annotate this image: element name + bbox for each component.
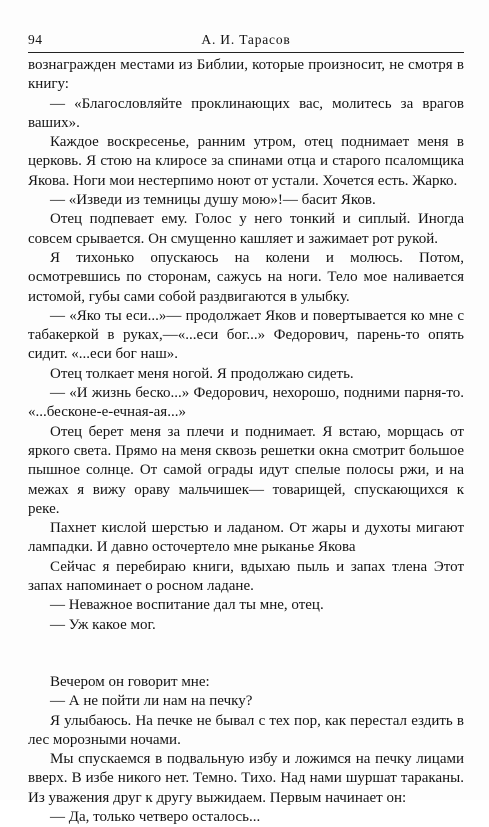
paragraph: — Неважное воспитание дал ты мне, отец. bbox=[50, 597, 324, 614]
paragraph: — «Благословляйте проклинающих вас, молитесь за врагов ваших». bbox=[28, 95, 464, 131]
paragraph: — Да, только четверо осталось... bbox=[50, 808, 261, 825]
paragraph: — «Яко ты еси...»— продолжает Яков и повертывается ко мне с табакеркой в руках,—«...еси бог...» Федорович, парень-то опять сидит. «...еси бог наш». bbox=[28, 307, 464, 363]
page-number: 94 bbox=[28, 32, 43, 47]
paragraph: Сейчас я перебираю книги, вдыхаю пыль и запах тлена Этот запах напоминает о росном ладане. bbox=[28, 558, 464, 595]
page-header bbox=[28, 32, 464, 52]
paragraph: Отец берет меня за плечи и поднимает. Я встаю, морщась от яркого света. Прямо на меня сквозь решетки окна смотрит большое пышное солнце. От самой ограды идут спелые полосы ржи, и на межах я вижу ораву мальчишек— товарищей, спускающихся к реке. bbox=[28, 423, 464, 517]
paragraph: Отец подпевает ему. Голос у него тонкий и сиплый. Иногда совсем срывается. Он смущенно кашляет и зажимает рот рукой. bbox=[28, 211, 464, 247]
header-rule bbox=[28, 52, 464, 53]
paragraph: Вечером он говорит мне: bbox=[50, 673, 210, 690]
paragraph: Я тихонько опускаюсь на колени и молюсь. Потом, осмотревшись по сторонам, сажусь на ноги. Тело мое наливается истомой, губы сами собой раздвигаются в улыбку. bbox=[28, 249, 464, 305]
paragraph: Отец толкает меня ногой. Я продолжаю сидеть. bbox=[50, 365, 354, 382]
running-head: А. И. Тарасов bbox=[201, 32, 291, 47]
paragraph: Пахнет кислой шерстью и ладаном. От жары и духоты мигают лампадки. И давно осточертело мне рыканье Якова bbox=[28, 520, 464, 556]
paragraph: вознагражден местами из Библии, которые произносит, не смотря в книгу: bbox=[28, 57, 464, 93]
text-section-2 bbox=[28, 673, 464, 827]
page-body bbox=[28, 56, 464, 827]
text-section-1 bbox=[28, 56, 464, 635]
paragraph: — «Изведи из темницы душу мою»!— басит Яков. bbox=[50, 192, 376, 209]
paragraph: — Уж какое мог. bbox=[50, 616, 156, 633]
paragraph: Я улыбаюсь. На печке не бывал с тех пор, как перестал ездить в лес морозными ночами. bbox=[28, 712, 464, 748]
paragraph: Каждое воскресенье, ранним утром, отец поднимает меня в церковь. Я стою на клиросе за спинами отца и старого псаломщика Якова. Ноги мои нестерпимо ноют от устали. Хочется есть. Жарко. bbox=[28, 134, 464, 189]
paragraph: — «И жизнь беско...» Федорович, нехорошо, подними парня-то. «...бесконе-е-ечная-ая...» bbox=[28, 385, 464, 421]
paragraph: Мы спускаемся в подвальную избу и ложимся на печку лицами вверх. В избе никого нет. Темно. Тихо. Над нами шуршат тараканы. Из уважения друг к другу выжидаем. Первым начинает он: bbox=[28, 751, 464, 806]
paragraph: — А не пойти ли нам на печку? bbox=[50, 693, 253, 710]
